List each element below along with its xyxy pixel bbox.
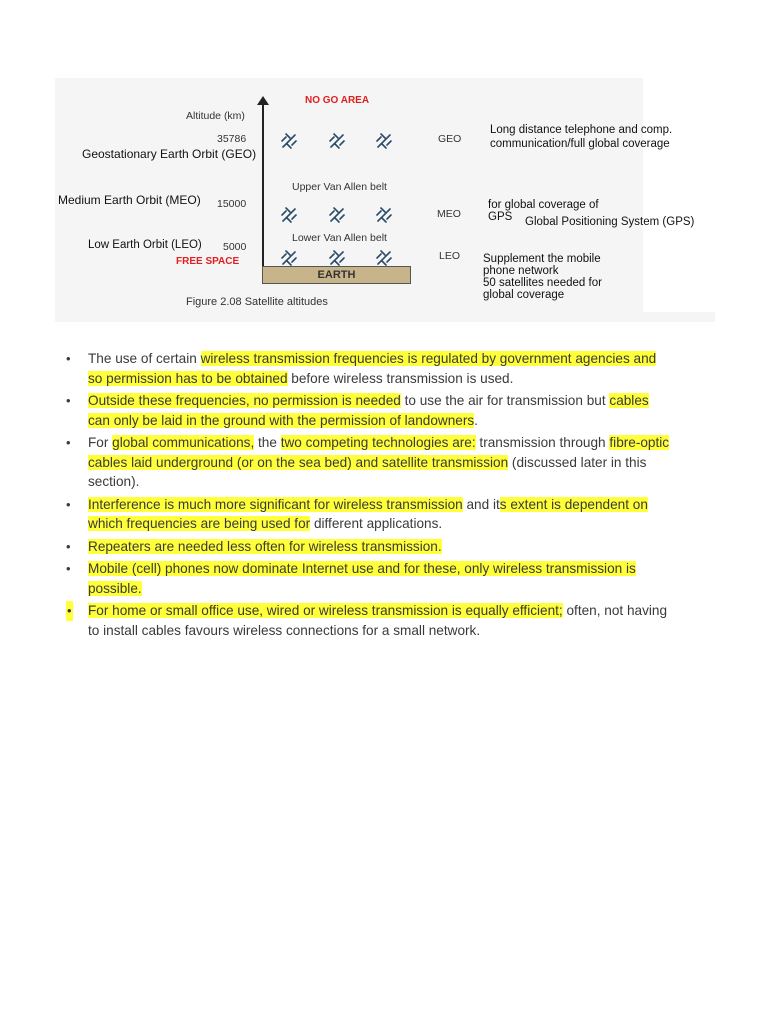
altitude-axis xyxy=(262,102,264,266)
bullet-item xyxy=(62,601,672,640)
body-text: (discussed later in this section). xyxy=(88,454,647,489)
satellite-icon xyxy=(280,206,298,224)
bullet-item xyxy=(62,349,672,388)
no-go-area-label: NO GO AREA xyxy=(305,95,370,106)
leo-desc-line-2: phone network xyxy=(483,265,559,277)
bullet-dot-icon: • xyxy=(66,601,73,621)
leo-desc-line-3: 50 satellites needed for xyxy=(483,277,602,289)
body-text: different applications. xyxy=(310,516,443,531)
leo-desc-line-4: global coverage xyxy=(483,289,565,301)
geo-desc-line-2: communication/full global coverage xyxy=(490,138,670,150)
highlighted-text: s extent is dependent on which frequencies are being used for xyxy=(88,496,648,531)
bullet-item xyxy=(62,433,672,492)
figure-background-strip xyxy=(55,312,715,322)
upper-van-allen-belt-label: Upper Van Allen belt xyxy=(292,181,387,193)
geo-orbit-name: Geostationary Earth Orbit (GEO) xyxy=(82,147,257,161)
geo-altitude: 35786 xyxy=(217,133,247,145)
satellite-icon xyxy=(375,249,393,267)
lower-van-allen-belt-label: Lower Van Allen belt xyxy=(292,232,387,244)
leo-abbr: LEO xyxy=(439,250,461,262)
meo-desc-extra: Global Positioning System (GPS) xyxy=(525,216,695,228)
earth-bar xyxy=(262,266,411,284)
satellite-icon xyxy=(280,132,298,150)
body-text: For xyxy=(88,435,113,450)
free-space-label: FREE SPACE xyxy=(176,256,240,267)
bullet-dot-icon: • xyxy=(66,435,71,450)
altitude-axis-label: Altitude (km) xyxy=(186,110,245,122)
bullet-dot-icon: • xyxy=(66,561,71,576)
highlighted-text: Mobile (cell) phones now dominate Internet use and for these, only wireless transmission is possible. xyxy=(88,561,636,596)
highlighted-text: Repeaters are needed less often for wireless transmission. xyxy=(88,538,442,554)
earth-label: EARTH xyxy=(317,269,356,281)
bullet-dot-icon: • xyxy=(66,496,71,512)
bullet-list xyxy=(62,349,672,643)
body-text: often, not having to install cables favours wireless connections for a small network. xyxy=(88,603,668,638)
bullet-dot-icon: • xyxy=(66,351,71,366)
meo-orbit-name: Medium Earth Orbit (MEO) xyxy=(58,193,201,207)
satellite-icon xyxy=(280,249,298,267)
body-text: before wireless transmission is used. xyxy=(287,370,514,386)
bullet-item xyxy=(62,391,672,430)
satellite-icon xyxy=(328,132,346,150)
highlighted-text: two competing technologies are: xyxy=(280,435,476,450)
highlighted-text: wireless transmission frequencies is regulated by government agencies and so permission has to be obtained xyxy=(88,351,657,386)
geo-desc-line-1: Long distance telephone and comp. xyxy=(490,124,673,136)
body-text: to use the air for transmission but xyxy=(400,393,610,408)
bullet-item xyxy=(62,495,672,534)
bullet-dot-icon: • xyxy=(66,538,71,554)
highlighted-text: cables can only be laid in the ground with the permission of landowners xyxy=(88,393,649,428)
bullet-item xyxy=(62,537,672,557)
body-text: . xyxy=(474,412,478,428)
body-text: transmission through xyxy=(475,435,610,450)
satellite-icon xyxy=(375,206,393,224)
meo-desc-line-1: for global coverage of xyxy=(488,199,599,211)
leo-altitude: 5000 xyxy=(223,241,247,253)
meo-abbr: MEO xyxy=(437,208,461,220)
meo-altitude: 15000 xyxy=(217,198,247,210)
figure-caption: Figure 2.08 Satellite altitudes xyxy=(186,296,328,308)
satellite-icon xyxy=(375,132,393,150)
highlighted-text: global communications, xyxy=(112,435,255,450)
body-text: the xyxy=(254,435,281,450)
bullet-item xyxy=(62,559,672,598)
highlighted-text: For home or small office use, wired or wireless transmission is equally efficient; xyxy=(88,603,563,618)
highlighted-text: fibre-optic cables laid underground (or on the sea bed) and satellite transmission xyxy=(88,435,670,470)
highlighted-text: Interference is much more significant for wireless transmission xyxy=(88,496,463,512)
geo-abbr: GEO xyxy=(438,133,462,145)
body-text: The use of certain xyxy=(88,351,201,366)
bullet-dot-icon: • xyxy=(66,393,71,408)
satellite-icon xyxy=(328,206,346,224)
satellite-icon xyxy=(328,249,346,267)
leo-orbit-name: Low Earth Orbit (LEO) xyxy=(88,239,202,251)
leo-desc-line-1: Supplement the mobile xyxy=(483,253,601,265)
meo-desc-line-2: GPS xyxy=(488,211,513,223)
highlighted-text: Outside these frequencies, no permission is needed xyxy=(88,393,401,408)
body-text: and it xyxy=(462,496,500,512)
